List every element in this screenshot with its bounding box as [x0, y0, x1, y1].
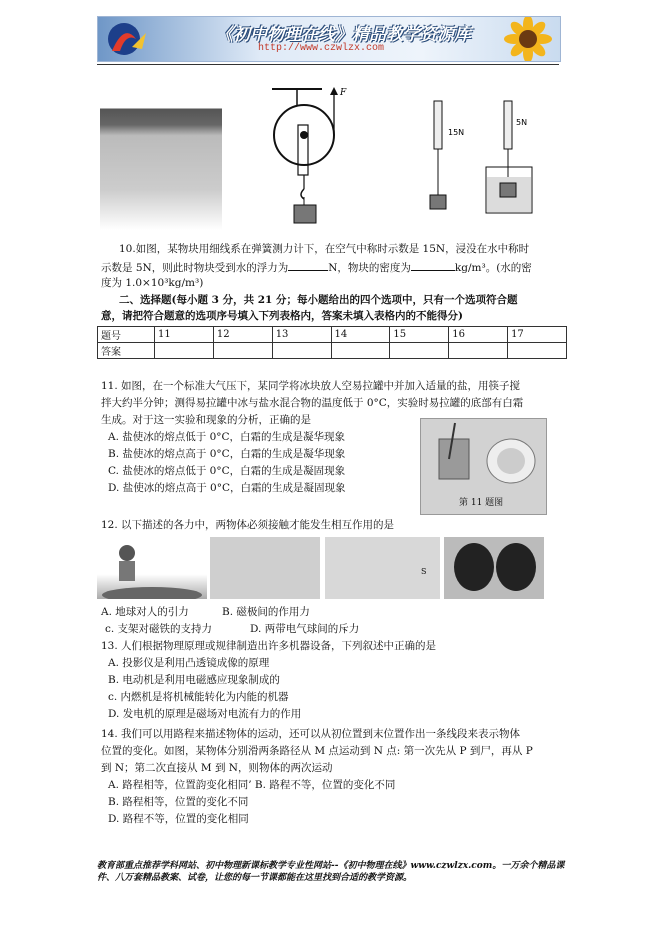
q11-line2: 拌大约半分钟；测得易拉罐中冰与盐水混合物的温度低于 0°C，实验时易拉罐的底部有白霜: [101, 397, 524, 409]
scale-right-label: 5N: [516, 118, 528, 127]
q12-photo-person-on-earth: [97, 537, 207, 599]
table-label-number: 题号: [98, 327, 155, 343]
q10-line3: 度为 1.0×10³kg/m³): [101, 277, 204, 289]
q10-blank-density[interactable]: [411, 260, 455, 271]
q14-line1: 14. 我们可以用路程来描述物体的运动，还可以从初位置到末位置作出一条线段来表示物体: [101, 728, 521, 740]
table-cell-number: 13: [272, 327, 331, 343]
pulley-diagram: [262, 85, 367, 230]
q11-figure: [420, 418, 547, 515]
section2-line1: 二、选择题(每小题 3 分，共 21 分；每小题给出的四个选项中，只有一个选项符合题: [119, 294, 518, 306]
q14-option-b[interactable]: B. 路程相等，位置的变化不同: [108, 796, 249, 808]
q13-stem: 13. 人们根据物理原理或规律制造出许多机器设备，下列叙述中正确的是: [101, 640, 437, 652]
table-cell-answer[interactable]: [272, 343, 331, 359]
q11-line3: 生成。对于这一实验和现象的分析，正确的是: [101, 414, 311, 426]
table-cell-answer[interactable]: [390, 343, 449, 359]
q13-option-b[interactable]: B. 电动机是利用电磁感应现象制成的: [108, 674, 280, 686]
table-cell-number: 17: [508, 327, 567, 343]
q11-figure-caption: 第 11 题图: [459, 498, 504, 508]
q12-option-b[interactable]: B. 磁极间的作用力: [222, 606, 310, 618]
header-banner: [97, 16, 561, 62]
q12-photo-magnet-stand: [210, 537, 320, 599]
section2-line2: 意，请把符合题意的选项序号填入下列表格内，答案未填入表格内的不能得分): [101, 310, 463, 322]
table-cell-number: 16: [449, 327, 508, 343]
q13-option-a[interactable]: A. 投影仪是利用凸透镜成像的原理: [108, 657, 270, 669]
q12-photo-magnets: [325, 537, 440, 599]
photo-ruler-hand: [100, 95, 222, 230]
q11-option-b[interactable]: B. 盐使冰的熔点高于 0°C，白霜的生成是凝华现象: [108, 448, 346, 460]
q10-blank-buoyancy[interactable]: [288, 260, 328, 271]
table-cell-answer[interactable]: [213, 343, 272, 359]
q10-line1: 10.如图，某物块用细线系在弹簧测力计下，在空气中称时示数是 15N，浸没在水中称时: [119, 243, 530, 255]
q11-option-d[interactable]: D. 盐使冰的熔点高于 0°C，白霜的生成是凝固现象: [108, 482, 346, 494]
q12-photo-balloons: [444, 537, 544, 599]
table-cell-answer[interactable]: [155, 343, 214, 359]
spring-scale-diagram: [420, 95, 540, 220]
q12-option-a[interactable]: A. 地球对人的引力: [101, 606, 189, 618]
answer-table: [97, 326, 567, 359]
header-title: 《初中物理在线》精品教学资源库: [216, 25, 471, 45]
q13-option-d[interactable]: D. 发电机的原理是磁场对电流有力的作用: [108, 708, 302, 720]
table-cell-answer[interactable]: [508, 343, 567, 359]
q12-stem: 12. 以下描述的各力中，两物体必须接触才能发生相互作用的是: [101, 519, 395, 531]
table-label-answer: 答案: [98, 343, 155, 359]
table-cell-answer[interactable]: [331, 343, 390, 359]
magnet-s-label: S: [421, 567, 427, 576]
q14-option-d[interactable]: D. 路程不等，位置的变化相同: [108, 813, 249, 825]
table-cell-number: 15: [390, 327, 449, 343]
table-cell-number: 11: [155, 327, 214, 343]
q14-option-a[interactable]: A. 路程相等，位置韵变化相同’ B. 路程不等，位置的变化不同: [108, 779, 396, 791]
q14-line2: 位置的变化。如图，某物体分别滑两条路径从 M 点运动到 N 点: 第一次先从 P 到尸，再从 P: [101, 745, 533, 757]
logo-icon: [102, 19, 192, 59]
q12-option-c[interactable]: c. 支架对磁铁的支持力: [105, 623, 213, 635]
q10-line2: 示数是 5N，则此时物块受到水的浮力为 N，物块的密度为 kg/m³。(水的密: [101, 262, 532, 274]
header-rule: [97, 64, 559, 65]
table-cell-number: 12: [213, 327, 272, 343]
q11-line1: 11. 如图，在一个标准大气压下，某同学将冰块放人空易拉罐中并加入适量的盐，用筷子搅: [101, 380, 521, 392]
q13-option-c[interactable]: c. 内燃机是将机械能转化为内能的机器: [108, 691, 289, 703]
q11-option-a[interactable]: A. 盐使冰的熔点低于 0°C，白霜的生成是凝华现象: [108, 431, 346, 443]
table-cell-number: 14: [331, 327, 390, 343]
table-cell-answer[interactable]: [449, 343, 508, 359]
answer-table-row-answers: [98, 343, 567, 359]
q14-line3: 到 N；第二次直接从 M 到 N，则物体的两次运动: [101, 762, 333, 774]
sunflower-icon: [496, 17, 560, 61]
force-label: F: [340, 88, 347, 98]
q12-option-d[interactable]: D. 两带电气球间的斥力: [250, 623, 360, 635]
person-on-earth-illustration: [97, 537, 207, 599]
balloons-illustration: [444, 537, 544, 599]
answer-table-row-numbers: [98, 327, 567, 343]
q11-option-c[interactable]: C. 盐使冰的熔点低于 0°C，白霜的生成是凝固现象: [108, 465, 346, 477]
footer-text: 教育部重点推荐学科网站、初中物理新课标教学专业性网站--《初中物理在线》www.czwlzx.com。一万余个精品课件、八万套精品教案、试卷，让您的每一节课都能在这里找到合适的教学资源。: [97, 861, 565, 883]
can-and-frost-illustration: [421, 419, 546, 497]
header-url[interactable]: http://www.czwlzx.com: [258, 43, 385, 54]
scale-left-label: 15N: [448, 128, 465, 137]
